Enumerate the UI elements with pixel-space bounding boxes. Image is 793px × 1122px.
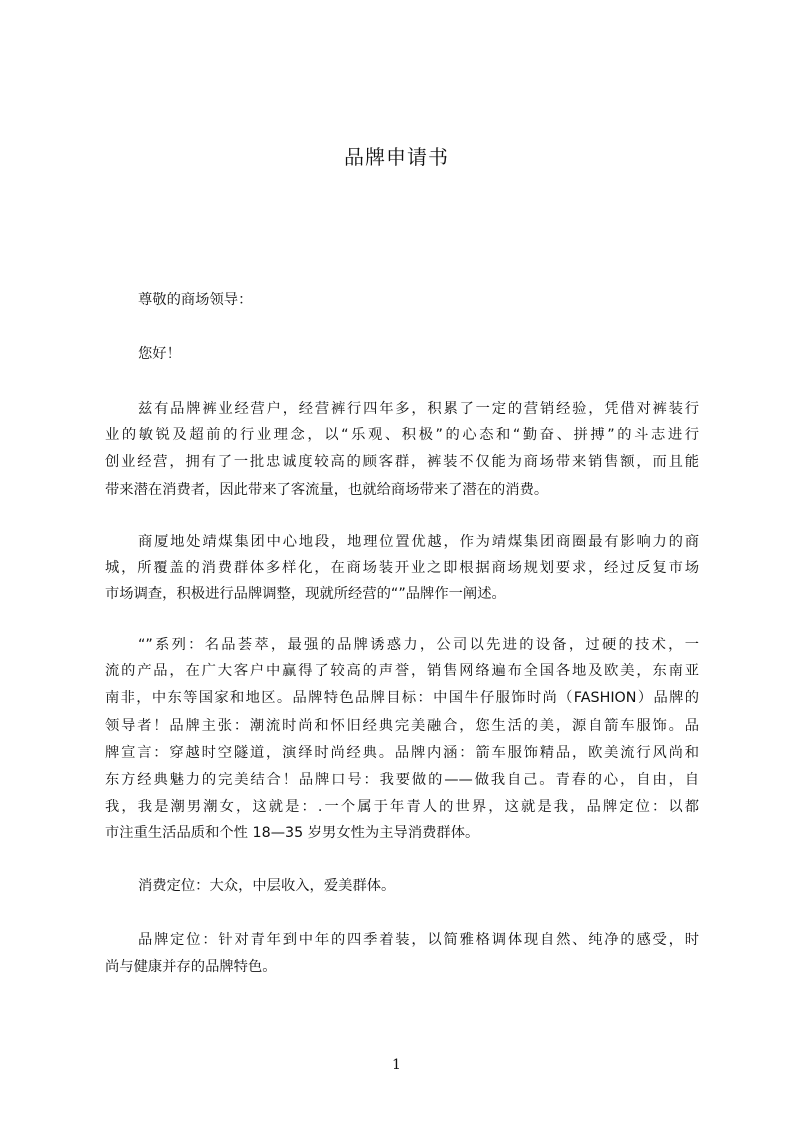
greeting: 您好！ [138, 346, 181, 362]
page-number: 1 [392, 1057, 401, 1073]
paragraph-line: 东方经典魅力的完美结合！品牌口号：我要做的——做我自己。青春的心，自由，自 [105, 772, 699, 788]
paragraph-line: 牌宣言：穿越时空隧道，演绎时尚经典。品牌内涵：箭车服饰精品，欧美流行风尚和 [105, 745, 699, 761]
paragraph-line: 消费定位：大众，中层收入，爱美群体。 [138, 878, 396, 894]
paragraph-line: 我，我是潮男潮女，这就是：.一个属于年青人的世界，这就是我，品牌定位：以都 [105, 799, 699, 815]
paragraph-line: 流的产品，在广大客户中赢得了较高的声誉，销售网络遍布全国各地及欧美，东南亚 [105, 663, 699, 679]
paragraph-line: 南非，中东等国家和地区。品牌特色品牌目标：中国牛仔服饰时尚（FASHION）品牌的 [105, 690, 699, 706]
paragraph-line: 业的敏锐及超前的行业理念，以“乐观、积极”的心态和“勤奋、拼搏”的斗志进行 [105, 427, 699, 443]
paragraph-line: 领导者！品牌主张：潮流时尚和怀旧经典完美融合，您生活的美，源自箭车服饰。品 [105, 718, 699, 734]
paragraph-line: 市注重生活品质和个性 18—35 岁男女性为主导消费群体。 [105, 825, 480, 841]
paragraph-line: 带来潜在消费者，因此带来了客流量，也就给商场带来了潜在的消费。 [105, 482, 549, 498]
paragraph-line: “”系列：名品荟萃，最强的品牌诱惑力，公司以先进的设备，过硬的技术，一 [138, 637, 699, 653]
paragraph-line: 兹有品牌裤业经营户，经营裤行四年多，积累了一定的营销经验，凭借对裤装行 [138, 401, 699, 417]
paragraph-line: 创业经营，拥有了一批忠诚度较高的顾客群，裤装不仅能为商场带来销售额，而且能 [105, 454, 699, 470]
paragraph-line: 商厦地处靖煤集团中心地段，地理位置优越，作为靖煤集团商圈最有影响力的商 [138, 534, 699, 550]
paragraph-line: 品牌定位：针对青年到中年的四季着装，以简雅格调体现自然、纯净的感受，时 [138, 932, 699, 948]
document-title: 品牌申请书 [344, 145, 449, 169]
paragraph-line: 市场调查，积极进行品牌调整，现就所经营的“”品牌作一阐述。 [105, 586, 506, 602]
paragraph-line: 城，所覆盖的消费群体多样化，在商场装开业之即根据商场规划要求，经过反复市场 [105, 560, 699, 576]
paragraph-line: 尚与健康并存的品牌特色。 [105, 959, 277, 975]
salutation: 尊敬的商场领导： [138, 292, 253, 308]
